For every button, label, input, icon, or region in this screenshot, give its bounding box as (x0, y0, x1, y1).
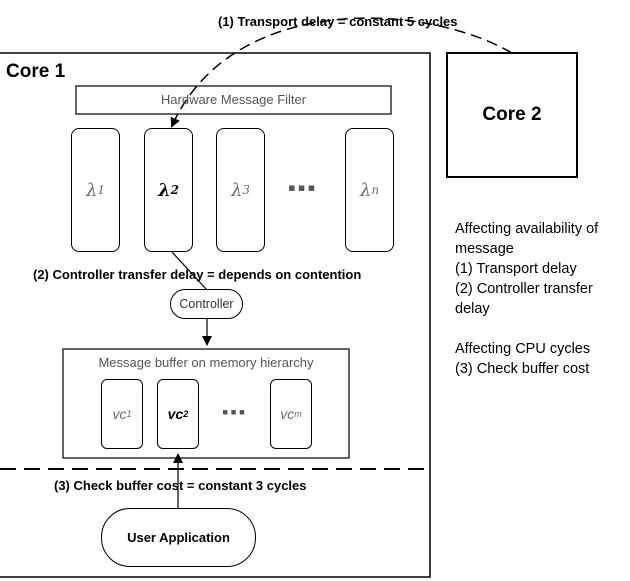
vc-ellipsis: ▪▪▪ (222, 402, 248, 422)
vc-subscript: m (294, 409, 302, 419)
buffer-title: Message buffer on memory hierarchy (98, 355, 314, 370)
availability-heading-line2: message (455, 241, 514, 257)
availability-item-2: (2) Controller transfer delay (455, 281, 593, 317)
vc-symbol: vc (112, 406, 127, 422)
vc-subscript: 1 (126, 409, 132, 419)
availability-item-1: (1) Transport delay (455, 261, 577, 277)
side-notes (455, 219, 630, 379)
user-application-label: User Application (127, 530, 230, 545)
lambda-subscript: 2 (170, 183, 179, 197)
vc-symbol: vc (167, 406, 184, 422)
lambda-box-2 (144, 128, 193, 252)
lambda-symbol: λ (158, 179, 171, 201)
check-buffer-label: (3) Check buffer cost = constant 3 cycles (54, 478, 307, 493)
vc-symbol: vc (280, 406, 295, 422)
vc-cell-m (270, 379, 312, 449)
vc-cell-2 (157, 379, 199, 449)
user-application-node (101, 508, 256, 567)
vc-subscript: 2 (183, 409, 189, 419)
controller-delay-label: (2) Controller transfer delay = depends on contention (33, 267, 362, 282)
cpu-item-1: (3) Check buffer cost (455, 361, 590, 377)
lambda-box-3 (216, 128, 265, 252)
vc-cell-1 (101, 379, 143, 449)
lambda-subscript: 1 (97, 183, 105, 197)
transport-delay-label: (1) Transport delay = constant 5 cycles (218, 14, 458, 29)
core2-title: Core 2 (482, 104, 542, 125)
side-notes-spacer (455, 319, 630, 339)
lambda-symbol: λ (231, 179, 243, 201)
lambda-symbol: λ (360, 179, 372, 201)
availability-heading-line1: Affecting availability of (455, 221, 599, 237)
lambda-ellipsis: ▪▪▪ (288, 175, 318, 200)
controller-label: Controller (179, 297, 234, 311)
lambda-box-1 (71, 128, 120, 252)
lambda-box-n (345, 128, 394, 252)
filter-label: Hardware Message Filter (160, 92, 307, 107)
controller-node (170, 289, 243, 319)
lambda-symbol: λ (86, 179, 98, 201)
core1-title: Core 1 (6, 61, 66, 82)
cpu-heading: Affecting CPU cycles (455, 341, 591, 357)
lambda-subscript: n (371, 183, 379, 197)
lambda-subscript: 3 (242, 183, 250, 197)
